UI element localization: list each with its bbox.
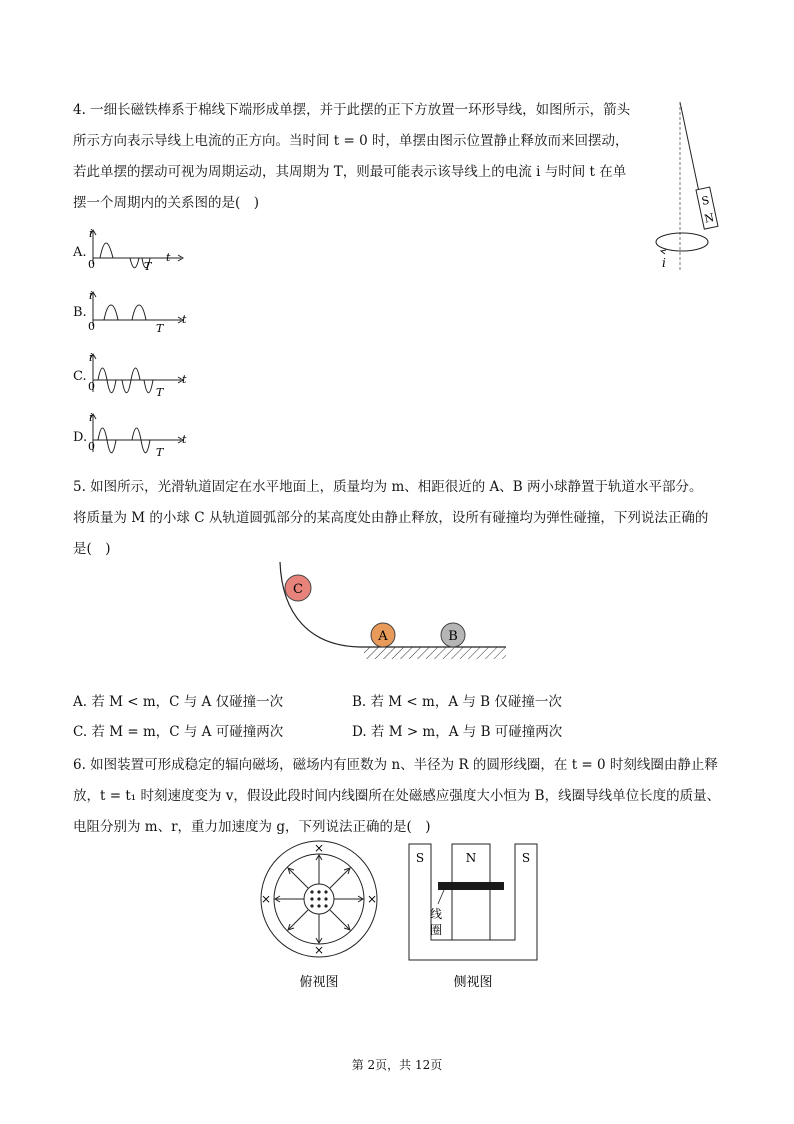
svg-text:S: S <box>521 851 531 865</box>
ball-c-label: C <box>293 582 303 597</box>
magnet-n-label: N <box>703 211 716 226</box>
magnet-bar <box>696 187 718 229</box>
q5-line-3: 是( ) <box>73 541 111 557</box>
current-arrow-icon <box>661 250 666 254</box>
q5-option-d[interactable]: D. 若 M > m，A 与 B 可碰撞两次 <box>352 724 563 740</box>
q5-line-2: 将质量为 M 的小球 C 从轨道圆弧部分的某高度处由静止释放，设所有碰撞均为弹性碰撞，下列说法正确的 <box>73 510 709 526</box>
svg-text:T: T <box>144 260 152 273</box>
q4-option-b-graph[interactable] <box>86 290 186 335</box>
svg-text:S: S <box>415 851 425 865</box>
svg-text:t: t <box>182 373 187 386</box>
svg-text:T: T <box>156 386 164 399</box>
svg-text:i: i <box>89 289 93 302</box>
q4-option-c-graph[interactable] <box>86 352 186 400</box>
q5-option-c[interactable]: C. 若 M = m，C 与 A 可碰撞两次 <box>73 724 284 740</box>
svg-text:N: N <box>465 851 477 865</box>
svg-text:0: 0 <box>88 320 95 333</box>
top-view-figure <box>257 840 381 992</box>
q4-line-3: 若此单摆的摆动可视为周期运动，其周期为 T，则最可能表示该导线上的电流 i 与时间 t 在单 <box>73 164 627 180</box>
q5-option-a[interactable]: A. 若 M < m，C 与 A 仅碰撞一次 <box>73 694 284 710</box>
svg-text:线: 线 <box>429 907 443 921</box>
coil-bar <box>438 882 504 890</box>
svg-text:×: × <box>260 892 272 906</box>
svg-text:T: T <box>156 446 164 459</box>
q6-line-1: 6. 如图装置可形成稳定的辐向磁场，磁场内有匝数为 n、半径为 R 的圆形线圈，在 t = 0 时刻线圈由静止释 <box>73 757 718 773</box>
track-figure <box>270 560 520 670</box>
pendulum-string <box>680 102 699 192</box>
side-view-caption: 侧视图 <box>453 975 493 990</box>
side-view-figure <box>408 842 538 992</box>
q4-option-a-graph[interactable] <box>86 228 186 273</box>
q4-line-4: 摆一个周期内的关系图的是( ) <box>73 195 260 211</box>
q5-option-b[interactable]: B. 若 M < m，A 与 B 仅碰撞一次 <box>352 694 562 710</box>
svg-text:×: × <box>313 841 325 855</box>
svg-text:0: 0 <box>88 440 95 453</box>
q6-line-2: 放，t = t₁ 时刻速度变为 v，假设此段时间内线圈所在处磁感应强度大小恒为 B，线圈导线单位长度的质量、 <box>73 788 721 804</box>
q4-line-2: 所示方向表示导线上电流的正方向。当时间 t = 0 时，单摆由图示位置静止释放而来回摆动， <box>73 133 629 149</box>
top-view-caption: 俯视图 <box>299 975 339 990</box>
svg-text:圈: 圈 <box>429 923 443 937</box>
q4-option-c-label[interactable]: C. <box>73 369 87 384</box>
ring-wire <box>656 233 708 251</box>
q6-line-3: 电阻分别为 m、r，重力加速度为 g，下列说法正确的是( ) <box>73 819 431 835</box>
svg-text:×: × <box>313 943 325 957</box>
q4-option-a-label[interactable]: A. <box>73 245 87 260</box>
ball-a-label: A <box>378 629 388 644</box>
q4-option-b-label[interactable]: B. <box>73 305 87 320</box>
svg-text:i: i <box>89 351 93 364</box>
current-label: i <box>662 256 666 270</box>
svg-text:T: T <box>156 322 164 335</box>
svg-text:0: 0 <box>88 380 95 393</box>
page-footer: 第 2页，共 12页 <box>351 1058 443 1072</box>
svg-text:×: × <box>366 892 378 906</box>
ground-hatch <box>364 647 506 659</box>
q4-line-1: 4. 一细长磁铁棒系于棉线下端形成单摆，并于此摆的正下方放置一环形导线，如图所示，箭头 <box>73 102 631 118</box>
svg-text:0: 0 <box>88 258 95 271</box>
svg-text:t: t <box>182 313 187 326</box>
svg-text:t: t <box>166 251 171 264</box>
q4-option-d-graph[interactable] <box>86 412 186 460</box>
svg-text:i: i <box>89 227 93 240</box>
magnet-s-label: S <box>700 193 711 208</box>
svg-text:i: i <box>89 411 93 424</box>
ball-b-label: B <box>448 629 458 644</box>
svg-text:t: t <box>182 433 187 446</box>
q5-line-1: 5. 如图所示，光滑轨道固定在水平地面上，质量均为 m、相距很近的 A、B 两小球静置于轨道水平部分。 <box>73 479 703 495</box>
q4-option-d-label[interactable]: D. <box>73 430 88 445</box>
pendulum-figure <box>650 100 720 275</box>
